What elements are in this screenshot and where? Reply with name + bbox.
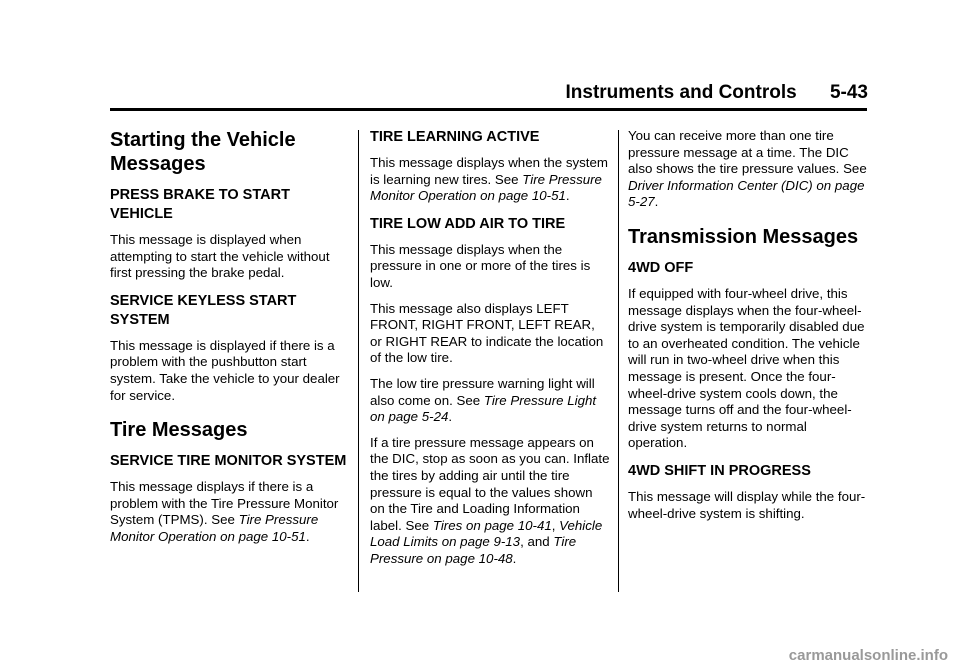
heading-transmission-messages: Transmission Messages — [628, 225, 859, 248]
text-press-brake: This message is displayed when attempting to start the vehicle without first pressing the brake pedal. — [110, 232, 330, 281]
page-header — [566, 82, 869, 104]
text-tire-low-4 — [370, 435, 610, 568]
header-title: Instruments and Controls — [565, 82, 797, 103]
heading-press-brake: PRESS BRAKE TO START VEHICLE — [110, 187, 290, 222]
text-span: , and — [520, 534, 554, 550]
heading-starting-vehicle-messages: Starting the Vehicle Messages — [110, 129, 296, 175]
heading-4wd-shift: 4WD SHIFT IN PROGRESS — [628, 462, 811, 479]
text-span: . — [305, 528, 310, 544]
heading-tire-low: TIRE LOW ADD AIR TO TIRE — [370, 215, 566, 232]
text-span: , — [551, 517, 560, 533]
text-span: This message displays if there is a problem with the Tire Pressure Monitor System (TPMS). See — [110, 479, 339, 528]
xref-link[interactable]: Tire Pressure Monitor Operation on page 10-51 — [370, 171, 602, 204]
xref-link[interactable]: Tire Pressure on page 10-48 — [370, 534, 577, 566]
xref-link[interactable]: Tire Pressure Monitor Operation on page 10-51 — [110, 512, 319, 544]
text-span: The low tire pressure warning light will also come on. See — [370, 375, 595, 408]
text-tire-low-3 — [370, 376, 610, 426]
text-span: . — [654, 194, 659, 210]
page-number: 5-43 — [829, 82, 868, 103]
xref-link[interactable]: Vehicle Load Limits on page 9-13 — [370, 517, 603, 550]
text-span: . — [448, 409, 453, 425]
text-service-keyless: This message is displayed if there is a problem with the pushbutton start system. Take the vehicle to your dealer for service. — [110, 337, 340, 403]
text-multiple-messages — [628, 128, 868, 211]
text-tire-low-2: This message also displays LEFT FRONT, RIGHT FRONT, LEFT REAR, or RIGHT REAR to indicate the location of the low tire. — [370, 300, 604, 366]
column-1 — [110, 128, 350, 555]
column-divider-1 — [358, 130, 359, 592]
text-tire-low-1: This message displays when the pressure in one or more of the tires is low. — [370, 241, 591, 290]
heading-service-tire-monitor: SERVICE TIRE MONITOR SYSTEM — [110, 453, 347, 470]
column-3 — [628, 128, 868, 531]
heading-service-keyless: SERVICE KEYLESS START SYSTEM — [110, 292, 297, 328]
text-span: . — [512, 550, 517, 566]
text-span: If a tire pressure message appears on the DIC, stop as soon as you can. Inflate the tires by adding air until the tire pressure is equal to the values shown on the Tire and Loading Information label. See — [370, 434, 610, 533]
heading-tire-learning: TIRE LEARNING ACTIVE — [370, 129, 540, 145]
xref-link[interactable]: Driver Information Center (DIC) on page 5-27 — [628, 177, 865, 210]
text-span: . — [565, 188, 570, 204]
watermark: carmanualsonline.info — [788, 647, 948, 664]
text-4wd-shift: This message will display while the four-wheel-drive system is shifting. — [628, 488, 866, 521]
text-4wd-off: If equipped with four-wheel drive, this message displays when the four-wheel-drive system is temporarily disabled due to an overheated condition. The vehicle will run in two-wheel drive when this message is present. Once the four-wheel-drive system cools down, the message turns off and the four-wheel-drive system returns to normal operation. — [628, 285, 865, 451]
xref-link[interactable]: Tires on page 10-41 — [432, 517, 552, 533]
xref-link[interactable]: Tire Pressure Light on page 5-24 — [370, 392, 597, 425]
text-span: You can receive more than one tire pressure message at a time. The DIC also shows the tire pressure values. See — [628, 128, 867, 177]
text-span: This message displays when the system is learning new tires. See — [370, 155, 608, 187]
heading-4wd-off: 4WD OFF — [628, 259, 694, 276]
header-rule — [110, 108, 867, 111]
text-service-tire-monitor — [110, 479, 350, 545]
column-2 — [370, 128, 610, 576]
heading-tire-messages: Tire Messages — [110, 419, 248, 442]
text-tire-learning — [370, 155, 610, 205]
column-divider-2 — [618, 130, 619, 592]
